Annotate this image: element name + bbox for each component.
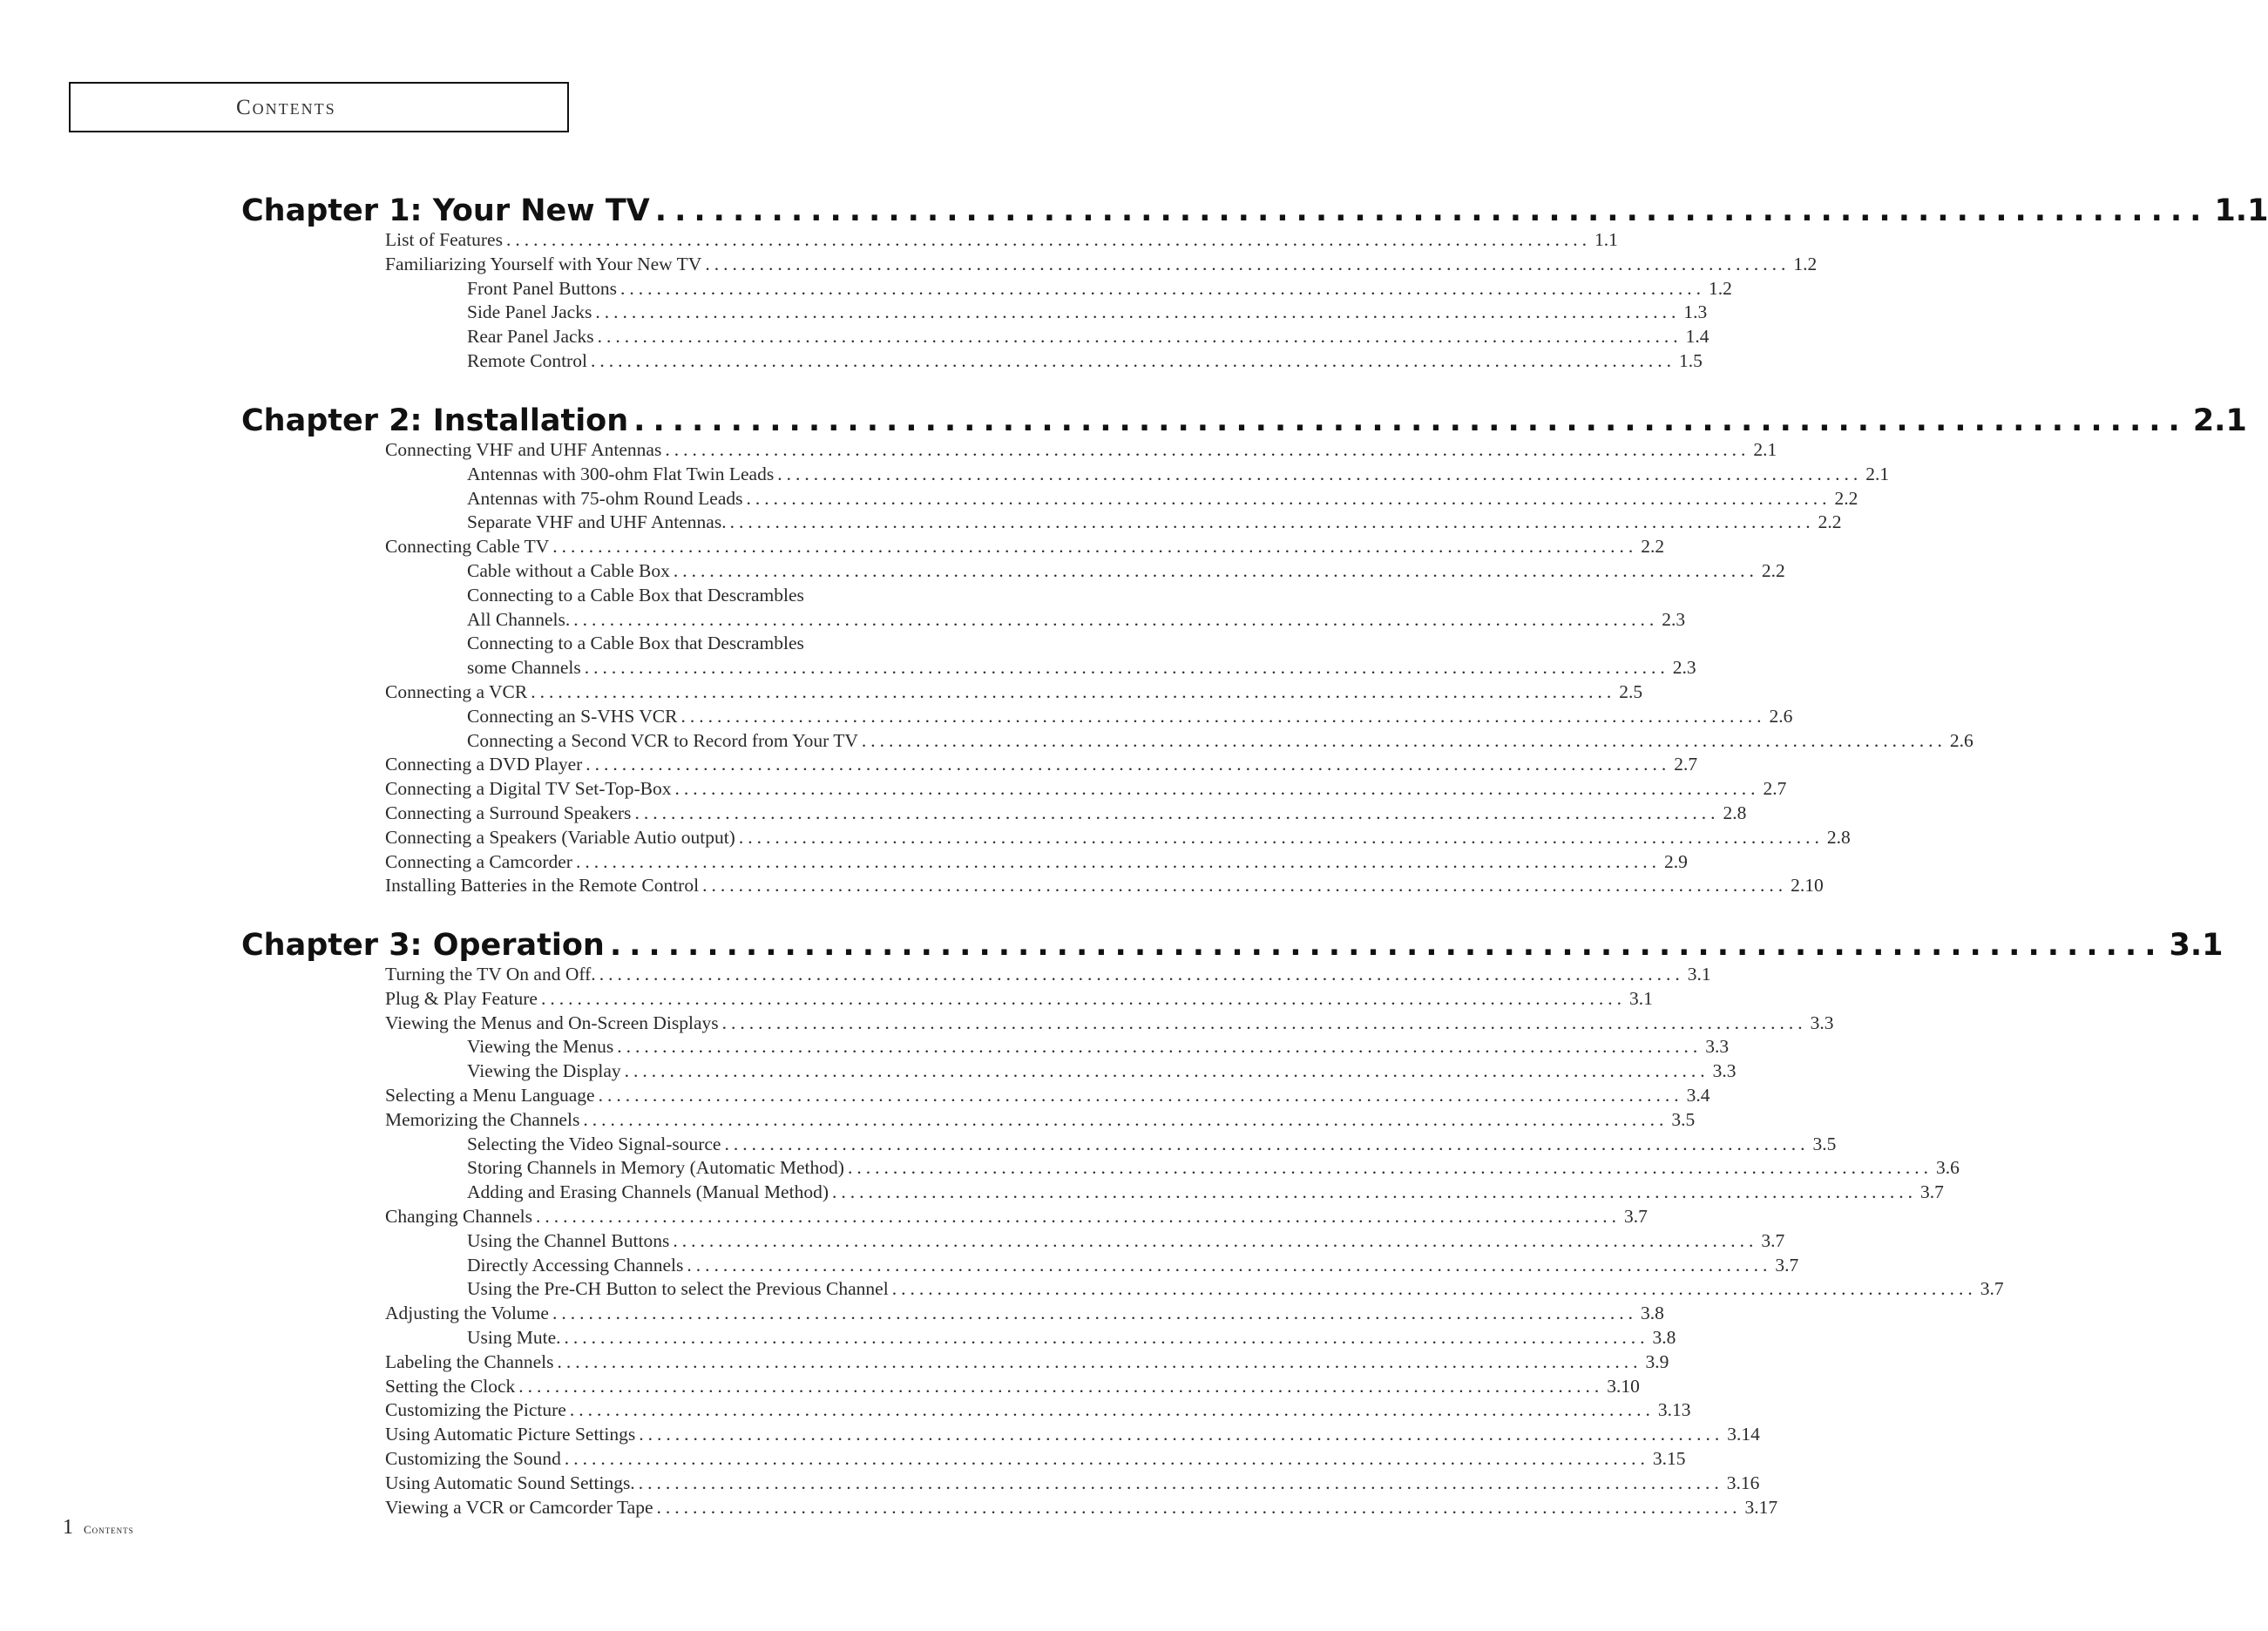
toc-entry-page: 3.9 bbox=[1645, 1351, 1669, 1372]
toc-entry-text: Using the Channel Buttons bbox=[467, 1230, 670, 1251]
toc-entry[interactable] bbox=[467, 1278, 2004, 1303]
leader-dots: ........................................................................................................................ bbox=[705, 254, 1791, 274]
toc-entry-page: 3.3 bbox=[1705, 1036, 1730, 1057]
toc-entry-page: 2.1 bbox=[1865, 464, 1890, 484]
leader-dots: ........................................................................................................................ bbox=[673, 560, 1758, 581]
toc-entry-text: Selecting a Menu Language bbox=[385, 1085, 595, 1106]
toc-entry-text: Connecting to a Cable Box that Descrambles bbox=[467, 585, 804, 606]
leader-dots: ........................................................................................................................ bbox=[738, 827, 1824, 848]
toc-entry-text: Connecting VHF and UHF Antennas bbox=[385, 439, 662, 460]
toc-entry-page: 2.2 bbox=[1834, 488, 1858, 509]
toc-entry[interactable] bbox=[385, 988, 1653, 1012]
chapter-title[interactable] bbox=[241, 403, 2247, 442]
toc-entry-text: Connecting a Surround Speakers bbox=[385, 802, 632, 823]
toc-entry-page: 3.16 bbox=[1726, 1472, 1760, 1493]
chapter-title-text: Chapter 1: Your New TV bbox=[241, 193, 650, 228]
toc-entry[interactable] bbox=[467, 1327, 1676, 1351]
toc-entry-page: 3.17 bbox=[1744, 1497, 1778, 1518]
leader-dots: ........................................................................................................................ bbox=[552, 536, 1638, 557]
toc-entry-text: Antennas with 300-ohm Flat Twin Leads bbox=[467, 464, 775, 484]
leader-dots: ........................................................................................................................ bbox=[583, 1109, 1669, 1130]
toc-entry[interactable] bbox=[467, 657, 1696, 681]
leader-dots: ........................................................................................................................ bbox=[557, 1351, 1642, 1372]
toc-entry-page: 2.2 bbox=[1761, 560, 1785, 581]
leader-dots: ........................................................................................................................ bbox=[891, 1278, 1977, 1299]
toc-entry-text: Labeling the Channels bbox=[385, 1351, 554, 1372]
header-title: Contents bbox=[236, 96, 336, 119]
leader-dots: ........................................................................................................................ bbox=[832, 1181, 1917, 1202]
toc-entry-text: Adding and Erasing Channels (Manual Method) bbox=[467, 1181, 829, 1202]
toc-entry-page: 2.2 bbox=[1641, 536, 1665, 557]
toc-entry[interactable] bbox=[385, 754, 1698, 778]
toc-entry[interactable] bbox=[467, 609, 1686, 633]
leader-dots: ........................................................................................................................ bbox=[586, 754, 1671, 775]
toc-entry-page: 2.1 bbox=[1753, 439, 1777, 460]
leader-dots: ........................................................................................................................ bbox=[531, 681, 1616, 702]
leader-dots: ........................................................................................................................ bbox=[518, 1376, 1604, 1397]
toc-entry[interactable] bbox=[467, 1134, 1837, 1158]
toc-entry-text: Rear Panel Jacks bbox=[467, 326, 594, 347]
toc-entry[interactable] bbox=[467, 585, 1029, 609]
toc-entry[interactable] bbox=[385, 1399, 1691, 1424]
leader-dots: ........................................................................................................................ bbox=[595, 301, 1681, 322]
toc-entry[interactable] bbox=[385, 875, 1824, 899]
toc-entry[interactable] bbox=[467, 1060, 1737, 1085]
toc-entry[interactable] bbox=[467, 488, 1858, 512]
toc-entry[interactable] bbox=[385, 1303, 1664, 1327]
leader-dots: ........................................................................................................................ bbox=[564, 1327, 1649, 1348]
toc-entry[interactable] bbox=[467, 350, 1703, 375]
toc-entry-page: 1.4 bbox=[1685, 326, 1709, 347]
toc-entry[interactable] bbox=[467, 301, 1708, 326]
leader-dots: ........................................................................................................................ bbox=[673, 1230, 1758, 1251]
toc-entry-page: 3.14 bbox=[1727, 1424, 1760, 1445]
toc-entry-page: 2.6 bbox=[1769, 706, 1793, 727]
toc-entry-text: Using Automatic Picture Settings bbox=[385, 1424, 636, 1445]
leader-dots: ................................................................................ bbox=[609, 928, 2164, 963]
leader-dots: ........................................................................................................................ bbox=[575, 851, 1661, 872]
toc-entry-text: Directly Accessing Channels bbox=[467, 1255, 684, 1276]
toc-entry-page: 2.10 bbox=[1791, 875, 1824, 896]
toc-entry-text: Connecting a Second VCR to Record from Your TV bbox=[467, 730, 858, 751]
toc-entry-text: Storing Channels in Memory (Automatic Method) bbox=[467, 1157, 844, 1178]
toc-entry[interactable] bbox=[385, 1012, 1834, 1037]
leader-dots: ........................................................................................................................ bbox=[702, 875, 1788, 896]
leader-dots: ........................................................................................................................ bbox=[624, 1060, 1709, 1081]
toc-entry-text: Customizing the Sound bbox=[385, 1448, 561, 1469]
toc-entry-text: Cable without a Cable Box bbox=[467, 560, 670, 581]
toc-entry-text: Connecting to a Cable Box that Descrambles bbox=[467, 633, 804, 653]
leader-dots: ........................................................................................................................ bbox=[505, 229, 1591, 250]
chapter-page-number: 3.1 bbox=[2169, 928, 2224, 963]
toc-entry[interactable] bbox=[467, 706, 1793, 730]
toc-entry[interactable] bbox=[467, 1181, 1944, 1206]
toc-entry[interactable] bbox=[385, 1351, 1669, 1376]
toc-entry-page: 3.7 bbox=[1920, 1181, 1944, 1202]
toc-entry-text: Side Panel Jacks bbox=[467, 301, 592, 322]
toc-entry[interactable] bbox=[467, 1230, 1785, 1255]
toc-entry[interactable] bbox=[385, 1448, 1686, 1472]
toc-entry-page: 2.7 bbox=[1763, 778, 1787, 799]
toc-entry[interactable] bbox=[385, 802, 1747, 827]
toc-entry-text: Connecting an S-VHS VCR bbox=[467, 706, 678, 727]
toc-entry-text: Selecting the Video Signal-source bbox=[467, 1134, 721, 1154]
toc-entry[interactable] bbox=[385, 1376, 1640, 1400]
toc-entry-page: 3.15 bbox=[1652, 1448, 1686, 1469]
leader-dots: ........................................................................................................................ bbox=[746, 488, 1831, 509]
toc-entry[interactable] bbox=[385, 1109, 1696, 1134]
toc-entry-text: Connecting a Digital TV Set-Top-Box bbox=[385, 778, 672, 799]
footer-page-number: 1 bbox=[63, 1516, 73, 1539]
toc-entry-page: 3.5 bbox=[1671, 1109, 1696, 1130]
footer-label: Contents bbox=[84, 1523, 134, 1536]
toc-entry[interactable] bbox=[467, 511, 1842, 536]
toc-entry-page: 3.3 bbox=[1810, 1012, 1834, 1033]
toc-entry-page: 3.8 bbox=[1652, 1327, 1676, 1348]
leader-dots: ........................................................................................................................ bbox=[656, 1497, 1742, 1518]
toc-entry[interactable] bbox=[467, 464, 1890, 488]
toc-entry-page: 2.9 bbox=[1663, 851, 1688, 872]
toc-entry[interactable] bbox=[385, 778, 1787, 802]
leader-dots: ........................................................................................................................ bbox=[564, 1448, 1649, 1469]
leader-dots: ........................................................................................................................ bbox=[584, 657, 1669, 678]
toc-entry-text: Connecting a Camcorder bbox=[385, 851, 572, 872]
toc-entry-text: Using Automatic Sound Settings. bbox=[385, 1472, 635, 1493]
toc-entry[interactable] bbox=[385, 536, 1665, 560]
toc-entry-text: Plug & Play Feature bbox=[385, 988, 538, 1009]
toc-entry[interactable] bbox=[385, 964, 1711, 988]
toc-entry-page: 3.1 bbox=[1687, 964, 1711, 985]
toc-entry-text: Remote Control bbox=[467, 350, 587, 371]
toc-entry-text: Adjusting the Volume bbox=[385, 1303, 549, 1323]
toc-entry-page: 3.10 bbox=[1607, 1376, 1640, 1397]
toc-entry[interactable] bbox=[467, 730, 1973, 755]
toc-entry-text: Front Panel Buttons bbox=[467, 278, 618, 299]
toc-entry-page: 1.3 bbox=[1683, 301, 1708, 322]
leader-dots: ........................................................................................................................ bbox=[674, 778, 1760, 799]
leader-dots: ........................................................................................................................ bbox=[597, 326, 1682, 347]
leader-dots: ........................................................................................................................ bbox=[729, 511, 1815, 532]
toc-entry-text: Separate VHF and UHF Antennas. bbox=[467, 511, 727, 532]
chapter-title-text: Chapter 2: Installation bbox=[241, 403, 629, 438]
toc-entry[interactable] bbox=[467, 326, 1709, 350]
toc-entry-text: Turning the TV On and Off. bbox=[385, 964, 596, 985]
toc-entry-page: 3.3 bbox=[1712, 1060, 1737, 1081]
toc-entry[interactable] bbox=[385, 439, 1777, 464]
toc-entry-text: Connecting a VCR bbox=[385, 681, 528, 702]
toc-entry-text: Viewing a VCR or Camcorder Tape bbox=[385, 1497, 653, 1518]
leader-dots: ........................................................................................................................ bbox=[665, 439, 1750, 460]
toc-entry-text: Connecting a DVD Player bbox=[385, 754, 583, 775]
toc-entry-text: Changing Channels bbox=[385, 1206, 532, 1227]
chapter-title[interactable] bbox=[241, 928, 2224, 966]
toc-entry-page: 1.2 bbox=[1709, 278, 1732, 299]
toc-entry-page: 2.8 bbox=[1826, 827, 1851, 848]
chapter-title-text: Chapter 3: Operation bbox=[241, 928, 605, 963]
toc-entry[interactable] bbox=[467, 560, 1785, 585]
leader-dots: ........................................................................................................................ bbox=[639, 1424, 1724, 1445]
leader-dots: ........................................................................................................................ bbox=[687, 1255, 1772, 1276]
toc-entry-page: 3.8 bbox=[1640, 1303, 1664, 1323]
leader-dots: ........................................................................................................................ bbox=[777, 464, 1863, 484]
leader-dots: ........................................................................................................................ bbox=[569, 1399, 1655, 1420]
chapter-title[interactable] bbox=[241, 193, 2268, 232]
leader-dots: ........................................................................................................................ bbox=[536, 1206, 1621, 1227]
toc-entry[interactable] bbox=[385, 254, 1818, 278]
leader-dots: ................................................................................ bbox=[654, 193, 2210, 228]
toc-entry-text: Familiarizing Yourself with Your New TV bbox=[385, 254, 702, 274]
toc-entry[interactable] bbox=[385, 827, 1851, 851]
toc-entry[interactable] bbox=[467, 633, 1029, 657]
toc-entry-page: 3.7 bbox=[1980, 1278, 2004, 1299]
toc-entry-text: Connecting Cable TV bbox=[385, 536, 550, 557]
leader-dots: ................................................................................ bbox=[633, 403, 2188, 438]
leader-dots: ........................................................................................................................ bbox=[598, 1085, 1683, 1106]
toc-entry-page: 3.6 bbox=[1935, 1157, 1960, 1178]
toc-entry-text: All Channels. bbox=[467, 609, 571, 630]
toc-entry[interactable] bbox=[467, 1255, 1799, 1279]
chapter-page-number: 1.1 bbox=[2214, 193, 2268, 228]
toc-entry-text: Connecting a Speakers (Variable Autio output) bbox=[385, 827, 735, 848]
toc-entry-text: Using Mute. bbox=[467, 1327, 561, 1348]
toc-entry-page: 3.1 bbox=[1628, 988, 1653, 1009]
leader-dots: ........................................................................................................................ bbox=[634, 802, 1720, 823]
toc-entry-text: List of Features bbox=[385, 229, 503, 250]
toc-entry[interactable] bbox=[385, 1206, 1648, 1230]
chapter-page-number: 2.1 bbox=[2192, 403, 2247, 438]
toc-entry-page: 3.4 bbox=[1686, 1085, 1710, 1106]
toc-entry-text: Memorizing the Channels bbox=[385, 1109, 580, 1130]
toc-entry-page: 3.5 bbox=[1812, 1134, 1837, 1154]
leader-dots: ........................................................................................................................ bbox=[721, 1012, 1807, 1033]
toc-entry-page: 2.3 bbox=[1662, 609, 1686, 630]
toc-entry-text: Viewing the Menus and On-Screen Displays bbox=[385, 1012, 719, 1033]
toc-entry-page: 2.8 bbox=[1723, 802, 1747, 823]
toc-entry-text: Using the Pre-CH Button to select the Previous Channel bbox=[467, 1278, 889, 1299]
toc-entry[interactable] bbox=[467, 1157, 1960, 1181]
leader-dots: ........................................................................................................................ bbox=[552, 1303, 1637, 1323]
toc-entry-page: 3.13 bbox=[1657, 1399, 1691, 1420]
toc-entry-page: 2.2 bbox=[1818, 511, 1842, 532]
toc-entry-text: Viewing the Display bbox=[467, 1060, 621, 1081]
toc-entry-page: 2.3 bbox=[1672, 657, 1696, 678]
toc-entry-text: Customizing the Picture bbox=[385, 1399, 566, 1420]
toc-entry[interactable] bbox=[385, 229, 1618, 254]
toc-entry-page: 3.7 bbox=[1624, 1206, 1648, 1227]
toc-entry[interactable] bbox=[385, 1497, 1778, 1521]
leader-dots: ........................................................................................................................ bbox=[590, 350, 1676, 371]
toc-entry-page: 1.2 bbox=[1793, 254, 1818, 274]
leader-dots: ........................................................................................................................ bbox=[573, 609, 1659, 630]
toc-entry-page: 2.7 bbox=[1674, 754, 1698, 775]
toc-entry[interactable] bbox=[385, 681, 1643, 706]
toc-entry-text: some Channels bbox=[467, 657, 581, 678]
toc-entry[interactable] bbox=[385, 1424, 1760, 1448]
toc-entry-text: Viewing the Menus bbox=[467, 1036, 614, 1057]
leader-dots: ........................................................................................................................ bbox=[540, 988, 1626, 1009]
toc-entry-text: Installing Batteries in the Remote Control bbox=[385, 875, 700, 896]
toc-entry[interactable] bbox=[467, 278, 1732, 302]
leader-dots: ........................................................................................................................ bbox=[861, 730, 1946, 751]
leader-dots: ........................................................................................................................ bbox=[638, 1472, 1723, 1493]
leader-dots: ........................................................................................................................ bbox=[847, 1157, 1933, 1178]
leader-dots: ........................................................................................................................ bbox=[620, 278, 1706, 299]
toc-entry[interactable] bbox=[467, 1036, 1730, 1060]
leader-dots: ........................................................................................................................ bbox=[599, 964, 1684, 985]
toc-entry-page: 3.7 bbox=[1775, 1255, 1799, 1276]
leader-dots: ........................................................................................................................ bbox=[680, 706, 1766, 727]
toc-entry-text: Antennas with 75-ohm Round Leads bbox=[467, 488, 743, 509]
leader-dots: ........................................................................................................................ bbox=[617, 1036, 1703, 1057]
toc-entry-page: 1.1 bbox=[1594, 229, 1618, 250]
leader-dots: ........................................................................................................................ bbox=[724, 1134, 1810, 1154]
toc-entry-page: 2.6 bbox=[1949, 730, 1973, 751]
toc-entry-text: Setting the Clock bbox=[385, 1376, 516, 1397]
page-footer bbox=[63, 1516, 134, 1540]
toc-entry[interactable] bbox=[385, 1085, 1710, 1109]
toc-entry[interactable] bbox=[385, 1472, 1760, 1497]
toc-entry-page: 2.5 bbox=[1619, 681, 1643, 702]
toc-entry-page: 3.7 bbox=[1761, 1230, 1785, 1251]
toc-entry[interactable] bbox=[385, 851, 1688, 876]
toc-entry-page: 1.5 bbox=[1678, 350, 1703, 371]
